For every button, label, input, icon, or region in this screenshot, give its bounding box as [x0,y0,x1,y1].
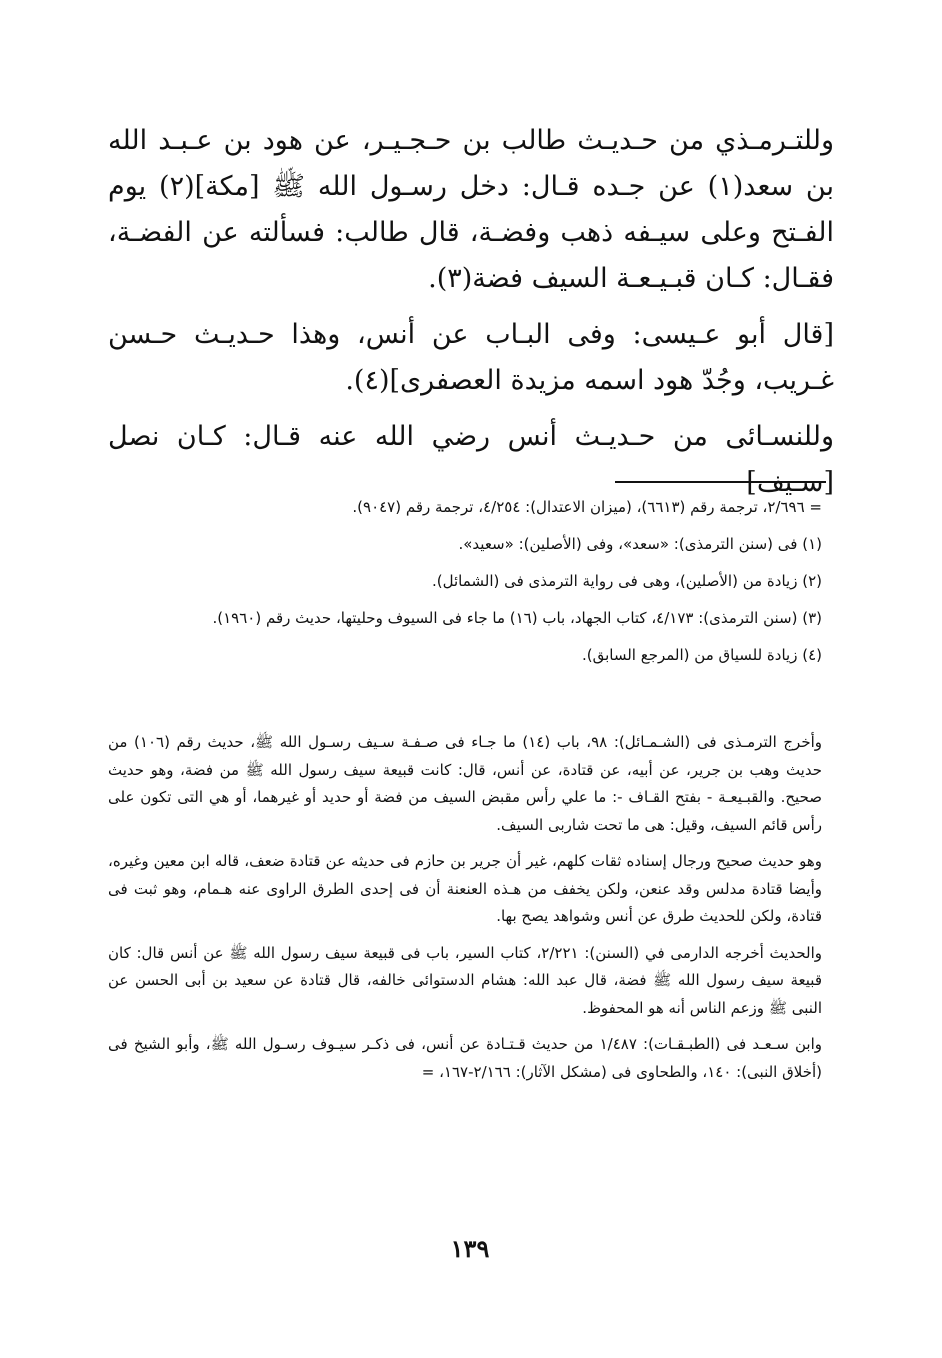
footnote: = ٢/٦٩٦، ترجمة رقم (٦٦١٣)، (ميزان الاعتدال): ٤/٢٥٤، ترجمة رقم (٩٠٤٧). [352,498,822,516]
commentary-paragraph: وهو حديث صحيح ورجال إسناده ثقات كلهم، غير أن جرير بن حازم فى حديثه عن قتادة ضعف، قاله ابن معين وغيره، وأيضا قتادة مدلس وقد عنعن، ولكن يخفف من هـذه العنعنة أن فى إحدى الطرق الراوى عنه هـمام، وهو ثبت فى قتادة، ولكن للحديث طرق عن أنس وشواهد يصح بها. [108,852,822,925]
main-text [108,118,834,516]
footnote: (٣) (سنن الترمذى): ٤/١٧٣، كتاب الجهاد، باب (١٦) ما جاء فى السيوف وحليتها، حديث رقم (١٩٦٠). [212,609,822,627]
commentary [108,729,822,1095]
commentary-paragraph: وأخرج الترمـذى فى (الشـمـائل): ٩٨، باب (١٤) ما جـاء فى صـفـة سـيف رسـول الله ﷺ، حديث رقم (١٠٦) من حديث وهب بن جرير، عن أبيه، عن قتادة، عن أنس، قال: كانت قبيعة سيف رسول الله ﷺ من فضة، وهو حديث صحيح. والقبـيعـة - بفتح القـاف -: ما علي رأس مقبض السيف من فضة أو حديد أو غيرهما، أو هي التى تكون على رأس قائم السيف، وقيل: هى ما تحت شاربى السيف. [108,733,822,834]
footnote: (٤) زيادة للسياق من (المرجع السابق). [581,646,822,664]
commentary-paragraph: وابن سـعـد فى (الطبـقـات): ١/٤٨٧ من حديث قـتـادة عن أنس، فى ذكـر سيـوف رسـول الله ﷺ، وأبو الشيخ فى (أخلاق النبى): ١٤٠، والطحاوى فى (مشكل الآثار): ٢/١٦٦-١٦٧، = [108,1035,822,1081]
footnote: (٢) زيادة من (الأصلين)، وهى فى رواية الترمذى فى (الشمائل). [431,572,822,590]
page-number: ١٣٩ [450,1234,490,1263]
footnote: (١) فى (سنن الترمذى): «سعد»، وفى (الأصلين): «سعيد». [458,535,822,553]
commentary-paragraph: والحديث أخرجه الدارمى في (السنن): ٢/٢٢١، كتاب السير، باب فى قبيعة سيف رسول الله ﷺ عن أنس قال: كان قبيعة سيف رسول الله ﷺ فضة، قال عبد الله: هشام الدستوائى خالفه، قال قتادة عن سعيد بن أبى الحسن عن النبى ﷺ وزعم الناس أنه هو المحفوظ. [108,943,822,1017]
main-paragraph: [قال أبو عـيسى: وفى البـاب عن أنس، وهذا حـديـث حـسن غـريب، وجُدّ هود اسمه مزيدة العصفرى](٤). [108,319,834,396]
footnote-divider [615,481,826,483]
footnotes [108,494,822,679]
main-paragraph: وللنسـائى من حـديـث أنس رضي الله عنه قـال: كـان نصل [سـيف] [108,421,834,498]
main-paragraph: وللتـرمـذي من حـديـث طالب بن حـجـيـر، عن هود بن عـبـد الله بن سعد(١) عن جـده قـال: دخل رسـول الله ﷺ [مكة](٢) يوم الفـتح وعلى سيـفه ذهب وفضـة، قال طالب: فسألته عن الفضـة، فقـال: كـان قبـيـعـة السيف فضة(٣). [108,125,835,294]
